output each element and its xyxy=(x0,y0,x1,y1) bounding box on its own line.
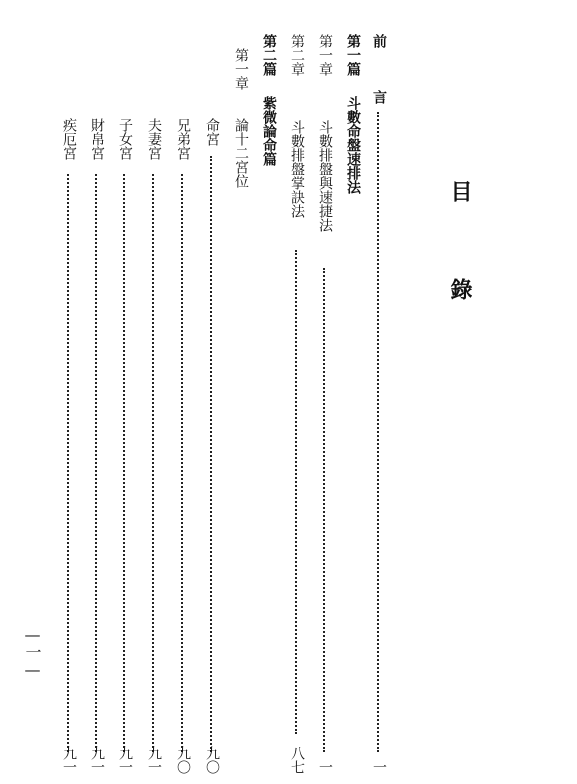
toc-entry-part-2[interactable] xyxy=(260,34,278,774)
toc-entry-palace-health[interactable] xyxy=(60,34,78,774)
leader-dots xyxy=(181,174,183,752)
toc-entry-prefix: 第一章 xyxy=(317,34,333,76)
toc-entry-chapter-1-1[interactable] xyxy=(316,34,334,774)
toc-entry-page: 九一 xyxy=(117,746,133,774)
leader-dots xyxy=(323,268,325,752)
toc-entry-chapter-2-1[interactable] xyxy=(232,34,250,774)
toc-entry-prefix: 第二篇 xyxy=(261,34,277,76)
toc-entry-prefix: 第二章 xyxy=(289,34,305,76)
toc-entry-page: 一 xyxy=(317,760,333,774)
toc-entry-part-1[interactable] xyxy=(344,34,362,774)
toc-entry-palace-spouse[interactable] xyxy=(145,34,163,774)
leader-dots xyxy=(67,174,69,752)
toc-entry-title: 命宮 xyxy=(204,118,220,146)
toc-entry-chapter-1-2[interactable] xyxy=(288,34,306,774)
toc-entry-title: 疾厄宮 xyxy=(61,118,77,160)
toc-entry-title: 論十二宮位 xyxy=(233,118,249,188)
toc-entry-title: 兄弟宮 xyxy=(175,118,191,160)
leader-dots xyxy=(95,174,97,752)
toc-entry-title: 子女宮 xyxy=(117,118,133,160)
leader-dots xyxy=(210,156,212,752)
toc-entry-prefix: 第一篇 xyxy=(345,34,361,76)
page-number: —一— xyxy=(23,625,42,679)
leader-dots xyxy=(152,174,154,752)
toc-entry-title: 斗數命盤速排法 xyxy=(345,96,361,194)
toc-entry-title: 夫妻宮 xyxy=(146,118,162,160)
toc-entry-page: 一 xyxy=(371,760,387,774)
toc-entry-palace-children[interactable] xyxy=(116,34,134,774)
toc-entry-title: 斗數排盤掌訣法 xyxy=(289,120,305,218)
toc-heading: 目錄 xyxy=(447,180,473,376)
toc-entry-page: 九一 xyxy=(89,746,105,774)
toc-entry-page: 九〇 xyxy=(204,746,220,774)
toc-entry-palace-siblings[interactable] xyxy=(174,34,192,774)
toc-entry-preface[interactable] xyxy=(370,34,388,774)
toc-entry-prefix: 前 xyxy=(371,34,387,48)
toc-entry-title: 斗數排盤與速捷法 xyxy=(317,120,333,232)
toc-entry-page: 九一 xyxy=(146,746,162,774)
toc-entry-palace-wealth[interactable] xyxy=(88,34,106,774)
leader-dots xyxy=(123,174,125,752)
toc-entry-prefix: 第一章 xyxy=(233,48,249,90)
leader-dots xyxy=(377,112,379,752)
toc-entry-page: 九一 xyxy=(61,746,77,774)
toc-entry-title: 言 xyxy=(371,90,387,104)
toc-entry-palace-life[interactable] xyxy=(203,34,221,774)
toc-entry-title: 財帛宮 xyxy=(89,118,105,160)
toc-entry-title: 紫微論命篇 xyxy=(261,96,277,166)
toc-entry-page: 八七 xyxy=(289,746,305,774)
toc-entry-page: 九〇 xyxy=(175,746,191,774)
leader-dots xyxy=(295,250,297,734)
